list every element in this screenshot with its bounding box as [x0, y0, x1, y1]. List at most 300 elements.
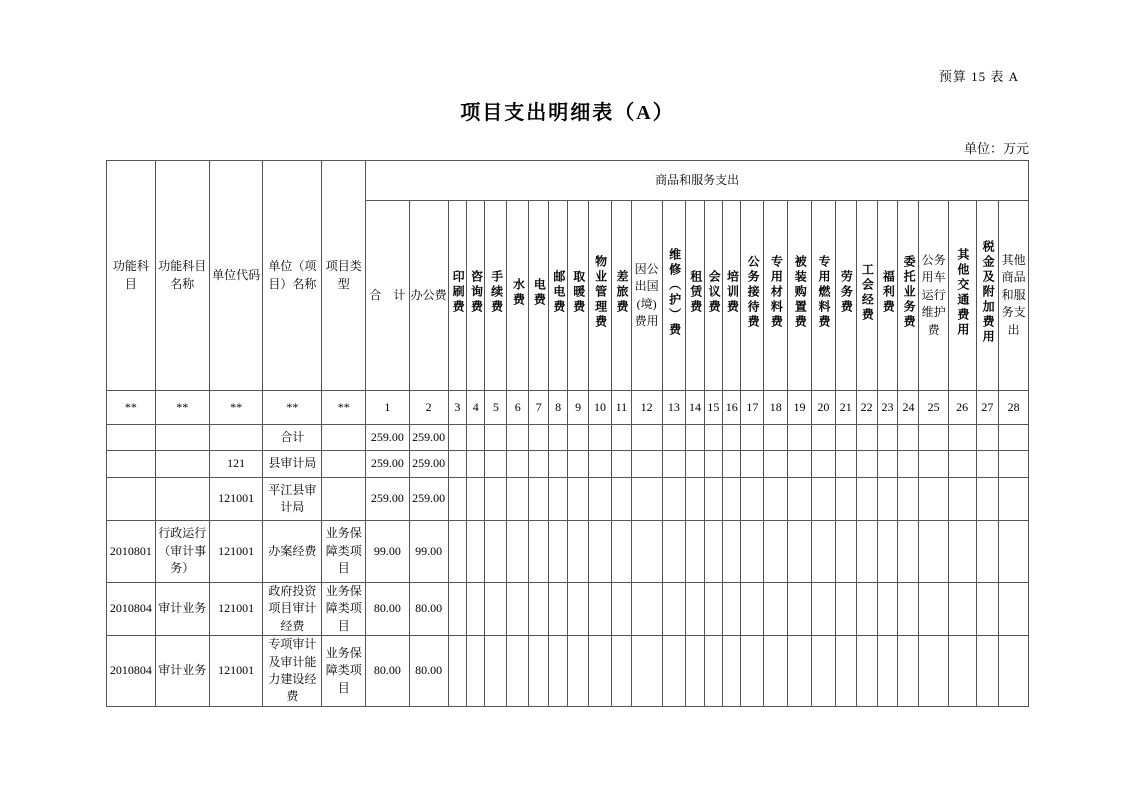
- fee-value-cell: [485, 636, 507, 707]
- fee-value-cell: [704, 425, 722, 451]
- column-number-cell: 19: [788, 391, 812, 425]
- fee-col-header-label: 手续费: [489, 270, 504, 316]
- fee-value-cell: [877, 425, 898, 451]
- fee-value-cell: [549, 425, 568, 451]
- fee-value-cell: 80.00: [366, 636, 409, 707]
- fee-value-cell: [662, 425, 686, 451]
- fee-value-cell: [611, 521, 631, 583]
- fee-value-cell: [856, 478, 877, 521]
- unit-name-cell: 办案经费: [263, 521, 322, 583]
- fee-col-header-label: 培训费: [725, 270, 740, 316]
- fee-value-cell: [788, 451, 812, 478]
- fee-value-cell: [704, 451, 722, 478]
- column-number-cell: 15: [704, 391, 722, 425]
- fee-value-cell: [898, 451, 919, 478]
- table-row: [107, 583, 1029, 636]
- fee-value-cell: [631, 425, 662, 451]
- fee-col-header-label: 专用材料费: [769, 255, 784, 331]
- fee-col-header: [686, 201, 704, 391]
- fee-value-cell: [611, 425, 631, 451]
- left-col-header: 项目类型: [322, 161, 366, 391]
- fee-value-cell: [788, 425, 812, 451]
- fee-value-cell: [723, 425, 741, 451]
- fee-value-cell: [999, 583, 1029, 636]
- fee-col-header: [467, 201, 485, 391]
- column-number-cell: 18: [764, 391, 788, 425]
- fee-value-cell: [631, 521, 662, 583]
- table-head: [107, 161, 1029, 425]
- proj-type-cell: [322, 478, 366, 521]
- fee-value-cell: [948, 451, 976, 478]
- fee-value-cell: [568, 583, 589, 636]
- fee-col-header-label: 专用燃料费: [817, 255, 832, 331]
- fee-value-cell: [686, 521, 704, 583]
- fee-value-cell: [662, 583, 686, 636]
- fee-value-cell: [507, 451, 529, 478]
- fee-value-cell: [999, 521, 1029, 583]
- fee-value-cell: [662, 451, 686, 478]
- fee-value-cell: [529, 521, 549, 583]
- column-number-cell: 16: [723, 391, 741, 425]
- fee-value-cell: [723, 451, 741, 478]
- column-number-cell: 10: [589, 391, 612, 425]
- column-number-cell: 22: [856, 391, 877, 425]
- fee-value-cell: [448, 636, 466, 707]
- fee-value-cell: [835, 583, 856, 636]
- func-code-cell: 2010804: [107, 636, 156, 707]
- func-name-cell: [155, 425, 209, 451]
- column-number-cell: 27: [976, 391, 999, 425]
- fee-value-cell: [507, 425, 529, 451]
- fee-value-cell: [976, 636, 999, 707]
- fee-value-cell: [877, 521, 898, 583]
- fee-value-cell: [788, 478, 812, 521]
- page-title: 项目支出明细表（A）: [460, 102, 675, 124]
- fee-value-cell: [568, 521, 589, 583]
- fee-value-cell: [856, 521, 877, 583]
- fee-col-header: 因公出国(境)费用: [631, 201, 662, 391]
- fee-value-cell: [485, 521, 507, 583]
- fee-value-cell: [898, 583, 919, 636]
- fee-col-header-label: 公务接待费: [746, 255, 761, 331]
- fee-value-cell: [976, 451, 999, 478]
- func-name-cell: 审计业务: [155, 636, 209, 707]
- fee-col-header-label: 印刷费: [451, 270, 466, 316]
- fee-col-header-label: 工会经费: [860, 262, 875, 323]
- column-number-cell: 23: [877, 391, 898, 425]
- unit-name-cell: 县审计局: [263, 451, 322, 478]
- fee-value-cell: 80.00: [366, 583, 409, 636]
- table-row: [107, 521, 1029, 583]
- fee-value-cell: 99.00: [409, 521, 448, 583]
- func-code-cell: [107, 425, 156, 451]
- unit-note: 单位：万元: [963, 141, 1029, 156]
- fee-col-header: [877, 201, 898, 391]
- fee-col-header-label: 电费: [532, 277, 547, 308]
- fee-value-cell: [856, 583, 877, 636]
- fee-value-cell: [741, 636, 764, 707]
- column-number-cell: 26: [948, 391, 976, 425]
- fee-value-cell: [631, 583, 662, 636]
- fee-value-cell: [611, 583, 631, 636]
- column-number-cell: 7: [529, 391, 549, 425]
- fee-value-cell: [999, 478, 1029, 521]
- func-code-cell: [107, 451, 156, 478]
- fee-value-cell: [811, 478, 835, 521]
- fee-value-cell: [999, 425, 1029, 451]
- fee-value-cell: [877, 478, 898, 521]
- fee-value-cell: [686, 478, 704, 521]
- fee-value-cell: [764, 636, 788, 707]
- column-number-cell: 4: [467, 391, 485, 425]
- fee-value-cell: [877, 583, 898, 636]
- fee-value-cell: [877, 451, 898, 478]
- fee-col-header-label: 其他交通费用: [955, 247, 970, 338]
- fee-value-cell: [448, 521, 466, 583]
- fee-value-cell: [919, 521, 948, 583]
- fee-value-cell: [568, 636, 589, 707]
- func-name-cell: 审计业务: [155, 583, 209, 636]
- fee-value-cell: [741, 451, 764, 478]
- project-expenditure-table: [106, 160, 1029, 707]
- fee-col-header-label: 物业管理费: [593, 255, 608, 331]
- header-row-top: [107, 161, 1029, 201]
- fee-value-cell: [589, 478, 612, 521]
- fee-value-cell: [723, 636, 741, 707]
- fee-value-cell: [704, 478, 722, 521]
- column-number-cell: 8: [549, 391, 568, 425]
- fee-value-cell: [919, 425, 948, 451]
- fee-value-cell: [549, 521, 568, 583]
- fee-value-cell: [898, 636, 919, 707]
- fee-value-cell: [764, 478, 788, 521]
- proj-type-cell: [322, 451, 366, 478]
- fee-value-cell: [529, 451, 549, 478]
- fee-value-cell: [611, 451, 631, 478]
- fee-value-cell: [764, 521, 788, 583]
- fee-value-cell: [662, 521, 686, 583]
- column-number-cell: 12: [631, 391, 662, 425]
- fee-value-cell: [589, 636, 612, 707]
- fee-value-cell: [919, 478, 948, 521]
- table-row: [107, 425, 1029, 451]
- star-cell: **: [263, 391, 322, 425]
- form-number-label: 预算 15 表 A: [938, 69, 1019, 84]
- fee-value-cell: 99.00: [366, 521, 409, 583]
- proj-type-cell: 业务保障类项目: [322, 583, 366, 636]
- left-col-header: 功能科目名称: [155, 161, 209, 391]
- fee-value-cell: [976, 478, 999, 521]
- fee-value-cell: [976, 583, 999, 636]
- star-cell: **: [107, 391, 156, 425]
- fee-col-header-label: 维修（护）费: [667, 247, 682, 338]
- fee-value-cell: [856, 425, 877, 451]
- fee-value-cell: [856, 636, 877, 707]
- fee-col-header: [611, 201, 631, 391]
- fee-value-cell: [811, 583, 835, 636]
- fee-col-header: 公务用车运行维护费: [919, 201, 948, 391]
- fee-col-header-label: 税金及附加费用: [981, 240, 996, 346]
- column-number-cell: 21: [835, 391, 856, 425]
- fee-value-cell: [856, 451, 877, 478]
- fee-value-cell: [467, 425, 485, 451]
- fee-value-cell: [948, 583, 976, 636]
- column-number-cell: 25: [919, 391, 948, 425]
- fee-col-header-label: 会议费: [707, 270, 722, 316]
- fee-value-cell: [835, 478, 856, 521]
- unit-name-cell: 专项审计及审计能力建设经费: [263, 636, 322, 707]
- fee-value-cell: [631, 451, 662, 478]
- fee-value-cell: [741, 478, 764, 521]
- table-row: [107, 636, 1029, 707]
- fee-value-cell: [723, 583, 741, 636]
- fee-value-cell: [448, 425, 466, 451]
- fee-col-header: 办公费: [409, 201, 448, 391]
- fee-col-header-label: 委托业务费: [902, 255, 917, 331]
- fee-col-header: [529, 201, 549, 391]
- fee-value-cell: [529, 636, 549, 707]
- fee-value-cell: [948, 636, 976, 707]
- fee-col-header-label: 邮电费: [551, 270, 566, 316]
- column-number-cell: 13: [662, 391, 686, 425]
- fee-col-header: 合 计: [366, 201, 409, 391]
- fee-col-header: 其他商品和服务支出: [999, 201, 1029, 391]
- fee-value-cell: [948, 478, 976, 521]
- fee-col-header: [976, 201, 999, 391]
- fee-value-cell: [764, 451, 788, 478]
- goods-services-span-header: 商品和服务支出: [366, 161, 1029, 201]
- unit-code-cell: 121001: [209, 583, 263, 636]
- fee-value-cell: [549, 478, 568, 521]
- star-cell: **: [155, 391, 209, 425]
- fee-value-cell: [485, 425, 507, 451]
- fee-value-cell: [835, 451, 856, 478]
- func-name-cell: [155, 451, 209, 478]
- fee-value-cell: [589, 425, 612, 451]
- fee-value-cell: [835, 521, 856, 583]
- fee-value-cell: [568, 478, 589, 521]
- fee-col-header-label: 咨询费: [469, 270, 484, 316]
- fee-value-cell: [631, 478, 662, 521]
- column-number-cell: 1: [366, 391, 409, 425]
- column-number-cell: 2: [409, 391, 448, 425]
- fee-value-cell: [788, 636, 812, 707]
- fee-col-header: [811, 201, 835, 391]
- fee-value-cell: [448, 451, 466, 478]
- fee-value-cell: [448, 478, 466, 521]
- fee-value-cell: [948, 425, 976, 451]
- column-number-cell: 24: [898, 391, 919, 425]
- fee-col-header: [835, 201, 856, 391]
- unit-name-cell: 平江县审计局: [263, 478, 322, 521]
- fee-value-cell: [919, 636, 948, 707]
- fee-col-header: [898, 201, 919, 391]
- column-number-cell: 17: [741, 391, 764, 425]
- fee-value-cell: [741, 425, 764, 451]
- func-code-cell: [107, 478, 156, 521]
- fee-col-header: [448, 201, 466, 391]
- fee-value-cell: [467, 478, 485, 521]
- fee-col-header: [662, 201, 686, 391]
- fee-value-cell: [704, 521, 722, 583]
- fee-value-cell: [529, 478, 549, 521]
- fee-col-header: [485, 201, 507, 391]
- fee-value-cell: [686, 451, 704, 478]
- fee-col-header-label: 差旅费: [615, 270, 630, 316]
- fee-col-header: [723, 201, 741, 391]
- fee-value-cell: [589, 583, 612, 636]
- fee-value-cell: [549, 636, 568, 707]
- fee-value-cell: [467, 636, 485, 707]
- func-name-cell: 行政运行（审计事务）: [155, 521, 209, 583]
- column-number-cell: 6: [507, 391, 529, 425]
- fee-value-cell: [788, 521, 812, 583]
- fee-value-cell: [835, 636, 856, 707]
- fee-value-cell: [919, 583, 948, 636]
- unit-name-cell: 政府投资项目审计经费: [263, 583, 322, 636]
- column-number-cell: 11: [611, 391, 631, 425]
- fee-value-cell: [529, 583, 549, 636]
- fee-value-cell: 259.00: [409, 425, 448, 451]
- fee-value-cell: [611, 636, 631, 707]
- func-code-cell: 2010801: [107, 521, 156, 583]
- fee-value-cell: [741, 521, 764, 583]
- fee-value-cell: [529, 425, 549, 451]
- fee-value-cell: [568, 451, 589, 478]
- fee-value-cell: 259.00: [366, 451, 409, 478]
- fee-col-header-label: 劳务费: [839, 270, 854, 316]
- fee-value-cell: [485, 478, 507, 521]
- fee-value-cell: [723, 521, 741, 583]
- fee-col-header: [704, 201, 722, 391]
- fee-value-cell: [485, 583, 507, 636]
- fee-col-header: [507, 201, 529, 391]
- func-code-cell: 2010804: [107, 583, 156, 636]
- fee-value-cell: [467, 583, 485, 636]
- fee-value-cell: [686, 583, 704, 636]
- star-cell: **: [322, 391, 366, 425]
- fee-value-cell: [788, 583, 812, 636]
- column-number-cell: 14: [686, 391, 704, 425]
- left-col-header: 单位（项目）名称: [263, 161, 322, 391]
- fee-value-cell: [811, 636, 835, 707]
- fee-value-cell: [811, 425, 835, 451]
- table-row: [107, 451, 1029, 478]
- fee-value-cell: 259.00: [366, 425, 409, 451]
- fee-value-cell: 259.00: [366, 478, 409, 521]
- fee-col-header: [568, 201, 589, 391]
- fee-value-cell: [704, 583, 722, 636]
- fee-value-cell: [662, 478, 686, 521]
- proj-type-cell: 业务保障类项目: [322, 636, 366, 707]
- fee-value-cell: 259.00: [409, 451, 448, 478]
- fee-value-cell: [948, 521, 976, 583]
- fee-value-cell: [976, 425, 999, 451]
- fee-value-cell: [467, 451, 485, 478]
- column-number-cell: 20: [811, 391, 835, 425]
- fee-value-cell: [898, 521, 919, 583]
- fee-col-header-label: 被装购置费: [793, 255, 808, 331]
- fee-value-cell: [976, 521, 999, 583]
- unit-code-cell: 121001: [209, 478, 263, 521]
- left-col-header: 单位代码: [209, 161, 263, 391]
- fee-value-cell: [999, 636, 1029, 707]
- fee-value-cell: [811, 521, 835, 583]
- unit-code-cell: [209, 425, 263, 451]
- proj-type-cell: 业务保障类项目: [322, 521, 366, 583]
- fee-value-cell: [485, 451, 507, 478]
- star-cell: **: [209, 391, 263, 425]
- fee-value-cell: 80.00: [409, 636, 448, 707]
- column-number-cell: 3: [448, 391, 466, 425]
- column-number-cell: 28: [999, 391, 1029, 425]
- fee-value-cell: [631, 636, 662, 707]
- column-number-cell: 5: [485, 391, 507, 425]
- table-row: [107, 478, 1029, 521]
- fee-value-cell: 259.00: [409, 478, 448, 521]
- fee-value-cell: [662, 636, 686, 707]
- fee-col-header: [788, 201, 812, 391]
- fee-value-cell: [549, 451, 568, 478]
- fee-col-header: [589, 201, 612, 391]
- fee-value-cell: [919, 451, 948, 478]
- fee-col-header-label: 福利费: [881, 270, 896, 316]
- unit-code-cell: 121001: [209, 521, 263, 583]
- fee-value-cell: [589, 521, 612, 583]
- table-body: [107, 425, 1029, 707]
- fee-value-cell: [764, 583, 788, 636]
- fee-value-cell: [467, 521, 485, 583]
- fee-col-header: [948, 201, 976, 391]
- fee-value-cell: [507, 636, 529, 707]
- fee-value-cell: [811, 451, 835, 478]
- fee-value-cell: [704, 636, 722, 707]
- fee-value-cell: [723, 478, 741, 521]
- fee-value-cell: [999, 451, 1029, 478]
- fee-col-header-label: 取暖费: [571, 270, 586, 316]
- proj-type-cell: [322, 425, 366, 451]
- unit-code-cell: 121: [209, 451, 263, 478]
- fee-value-cell: [448, 583, 466, 636]
- fee-col-header: [741, 201, 764, 391]
- fee-value-cell: [898, 478, 919, 521]
- fee-value-cell: [589, 451, 612, 478]
- fee-col-header: [549, 201, 568, 391]
- fee-value-cell: 80.00: [409, 583, 448, 636]
- column-number-row: [107, 391, 1029, 425]
- fee-value-cell: [507, 583, 529, 636]
- fee-col-header: [856, 201, 877, 391]
- fee-col-header: [764, 201, 788, 391]
- fee-value-cell: [877, 636, 898, 707]
- left-col-header: 功能科目: [107, 161, 156, 391]
- fee-value-cell: [835, 425, 856, 451]
- fee-value-cell: [549, 583, 568, 636]
- fee-value-cell: [764, 425, 788, 451]
- fee-value-cell: [507, 478, 529, 521]
- fee-col-header-label: 租赁费: [688, 270, 703, 316]
- fee-value-cell: [686, 425, 704, 451]
- fee-value-cell: [741, 583, 764, 636]
- fee-value-cell: [898, 425, 919, 451]
- fee-col-header-label: 水费: [511, 277, 526, 308]
- unit-code-cell: 121001: [209, 636, 263, 707]
- unit-name-cell: 合计: [263, 425, 322, 451]
- column-number-cell: 9: [568, 391, 589, 425]
- fee-value-cell: [507, 521, 529, 583]
- func-name-cell: [155, 478, 209, 521]
- fee-value-cell: [686, 636, 704, 707]
